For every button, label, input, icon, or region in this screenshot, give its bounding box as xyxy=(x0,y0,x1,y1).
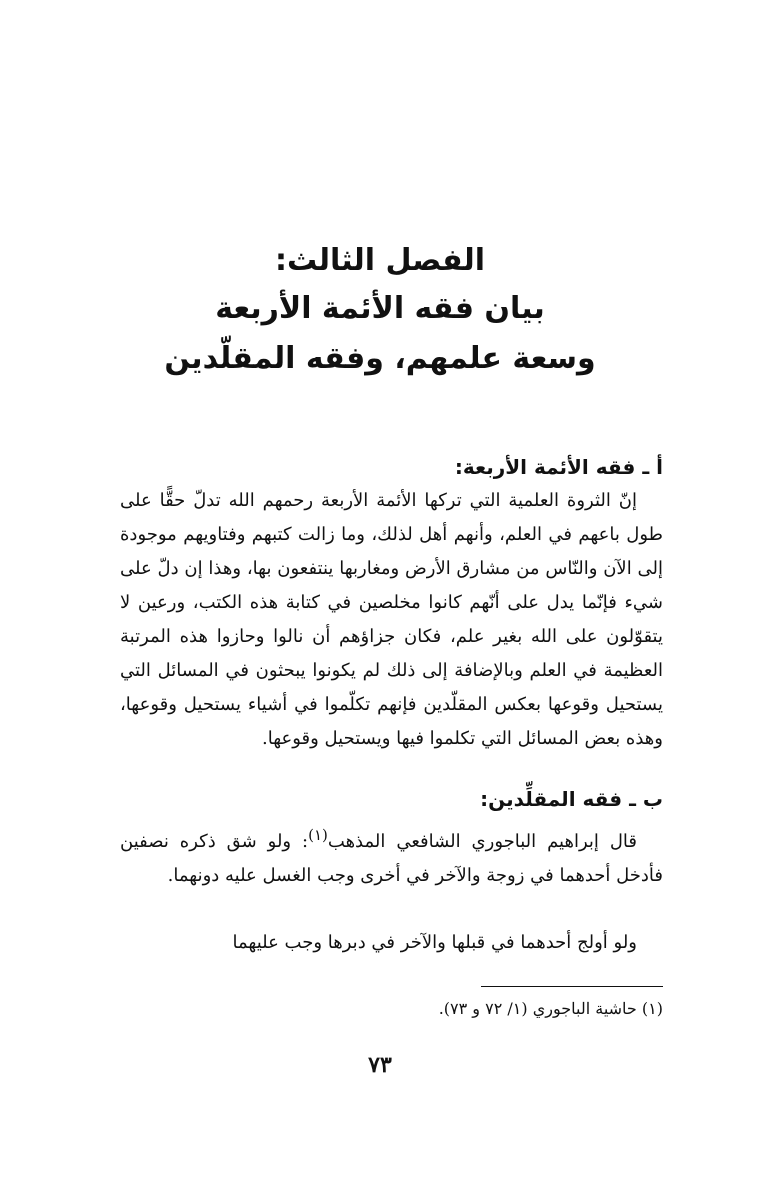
chapter-header xyxy=(80,238,680,384)
section-b-paragraph-1-text-b: : ولو شق ذكره نصفين فأدخل أحدهما في زوجة والآخر في أخرى وجب الغسل عليه دونهما. xyxy=(120,831,663,886)
footnote-text: حاشية الباجوري (١/ ٧٢ و ٧٣). xyxy=(438,999,637,1018)
chapter-title-line-2: وسعة علمهم، وفقه المقلّدين xyxy=(164,341,596,376)
footnote-divider xyxy=(481,986,663,987)
page-number: ٧٣ xyxy=(368,1052,392,1078)
chapter-title-line-1: بيان فقه الأئمة الأربعة xyxy=(215,291,545,326)
section-b-heading: ب ـ فقه المقلِّدين: xyxy=(480,787,663,811)
section-b-paragraph-2-text: ولو أولج أحدهما في قبلها والآخر في دبرها وجب عليهما xyxy=(232,932,637,953)
section-b-paragraph-1-text-a: قال إبراهيم الباجوري الشافعي المذهب xyxy=(327,831,637,852)
section-b-paragraph-1 xyxy=(120,818,663,893)
section-a-heading: أ ـ فقه الأئمة الأربعة: xyxy=(454,455,663,479)
footnote xyxy=(120,996,663,1022)
footnote-number: (١) xyxy=(641,999,663,1018)
footnote-reference: (١) xyxy=(308,826,328,844)
chapter-label: الفصل الثالث: xyxy=(275,243,485,278)
section-b-paragraph-2 xyxy=(120,926,663,960)
section-a-paragraph-text: إنّ الثروة العلمية التي تركها الأئمة الأربعة رحمهم الله تدلّ حقًّا على طول باعهم في العلم، وأنهم أهل لذلك، وما زالت كتبهم وفتاويهم موجودة إلى الآن والنّاس من مشارق الأرض ومغاربها ينتفعون بها، وهذا إن دلّ على شيء فإنّما يدل على أنّهم كانوا مخلصين في كتابة هذه الكتب، ورعين لا يتقوّلون على الله بغير علم، فكان جزاؤهم أن نالوا وحازوا هذه المرتبة العظيمة في العلم وبالإضافة إلى ذلك لم يكونوا يبحثون في المسائل التي يستحيل وقوعها بعكس المقلّدين فإنهم تكلّموا في أشياء يستحيل وقوعها، وهذه بعض المسائل التي تكلموا فيها ويستحيل وقوعها. xyxy=(120,490,663,749)
section-a-paragraph xyxy=(120,484,663,756)
